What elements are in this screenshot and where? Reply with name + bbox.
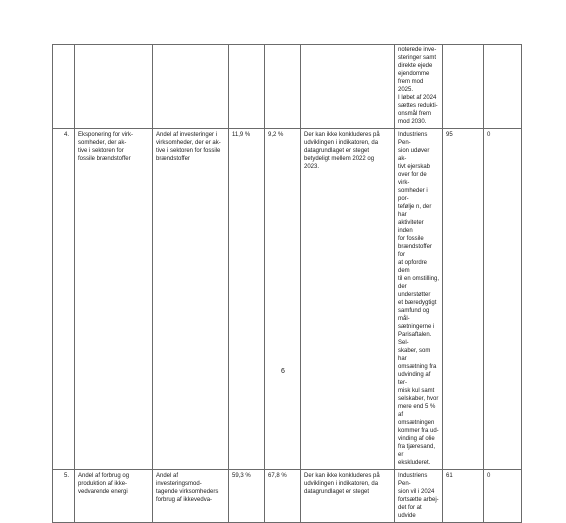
- row-number-cell: [53, 45, 75, 129]
- indicator-cell: Eksponering for virk- somheder, der ak- tive i sektoren for fossile brændstoffer: [75, 129, 153, 470]
- row-number-cell: 4.: [53, 129, 75, 470]
- other-cell: 0: [484, 470, 522, 523]
- value-previous-cell: 67,8 %: [265, 470, 301, 523]
- value-previous-cell: [265, 45, 301, 129]
- other-cell: [484, 45, 522, 129]
- metric-cell: [153, 45, 229, 129]
- table-row: [53, 470, 522, 523]
- explanation-cell: Der kan ikke konkluderes på udviklingen i indikatoren, da datagrundlaget er steget: [301, 470, 395, 523]
- action-cell: Industriens Pen- sion vil i 2024 fortsætte arbej- det for at udvide: [395, 470, 443, 523]
- coverage-cell: 61: [443, 470, 484, 523]
- coverage-cell: 95: [443, 129, 484, 470]
- other-cell: 0: [484, 129, 522, 470]
- indicator-cell: Andel af forbrug og produktion af ikke- vedvarende energi: [75, 470, 153, 523]
- metric-cell: Andel af investeringsmod- tagende virksomheders forbrug af ikkevedva-: [153, 470, 229, 523]
- table-row: [53, 45, 522, 129]
- explanation-cell: Der kan ikke konkluderes på udviklingen i indikatoren, da datagrundlaget er steget betydeligt mellem 2022 og 2023.: [301, 129, 395, 470]
- page-number: 6: [281, 368, 285, 375]
- explanation-cell: [301, 45, 395, 129]
- coverage-cell: [443, 45, 484, 129]
- action-cell: Industriens Pen- sion udøver ak- tivt ejerskab over for de virk- somheder i por- tefølje n, der har aktiviteter inden for fossile brændstoffer for at opfordre dem til en omstilling, der understøtter et bæredygtigt samfund og mål- sætningerne i Parisaftalen. Sel- skaber, som har omsætning fra udvinding af ter- misk kul samt selskaber, hvor mere end 5 % af omsætningen kommer fra ud- vinding af olie fra tjæresand, er ekskluderet.: [395, 129, 443, 470]
- metric-cell: Andel af investeringer i virksomheder, der er ak- tive i sektoren for fossile brændstoffer: [153, 129, 229, 470]
- action-cell: noterede inve- steringer samt direkte ejede ejendomme frem mod 2025. I løbet af 2024 sættes redukti- onsmål frem mod 2030.: [395, 45, 443, 129]
- value-current-cell: 11,9 %: [229, 129, 265, 470]
- value-previous-cell: 9,2 %: [265, 129, 301, 470]
- sustainability-indicators-table: [52, 44, 522, 523]
- value-current-cell: [229, 45, 265, 129]
- indicator-cell: [75, 45, 153, 129]
- row-number-cell: 5.: [53, 470, 75, 523]
- value-current-cell: 59,3 %: [229, 470, 265, 523]
- table-row: [53, 129, 522, 470]
